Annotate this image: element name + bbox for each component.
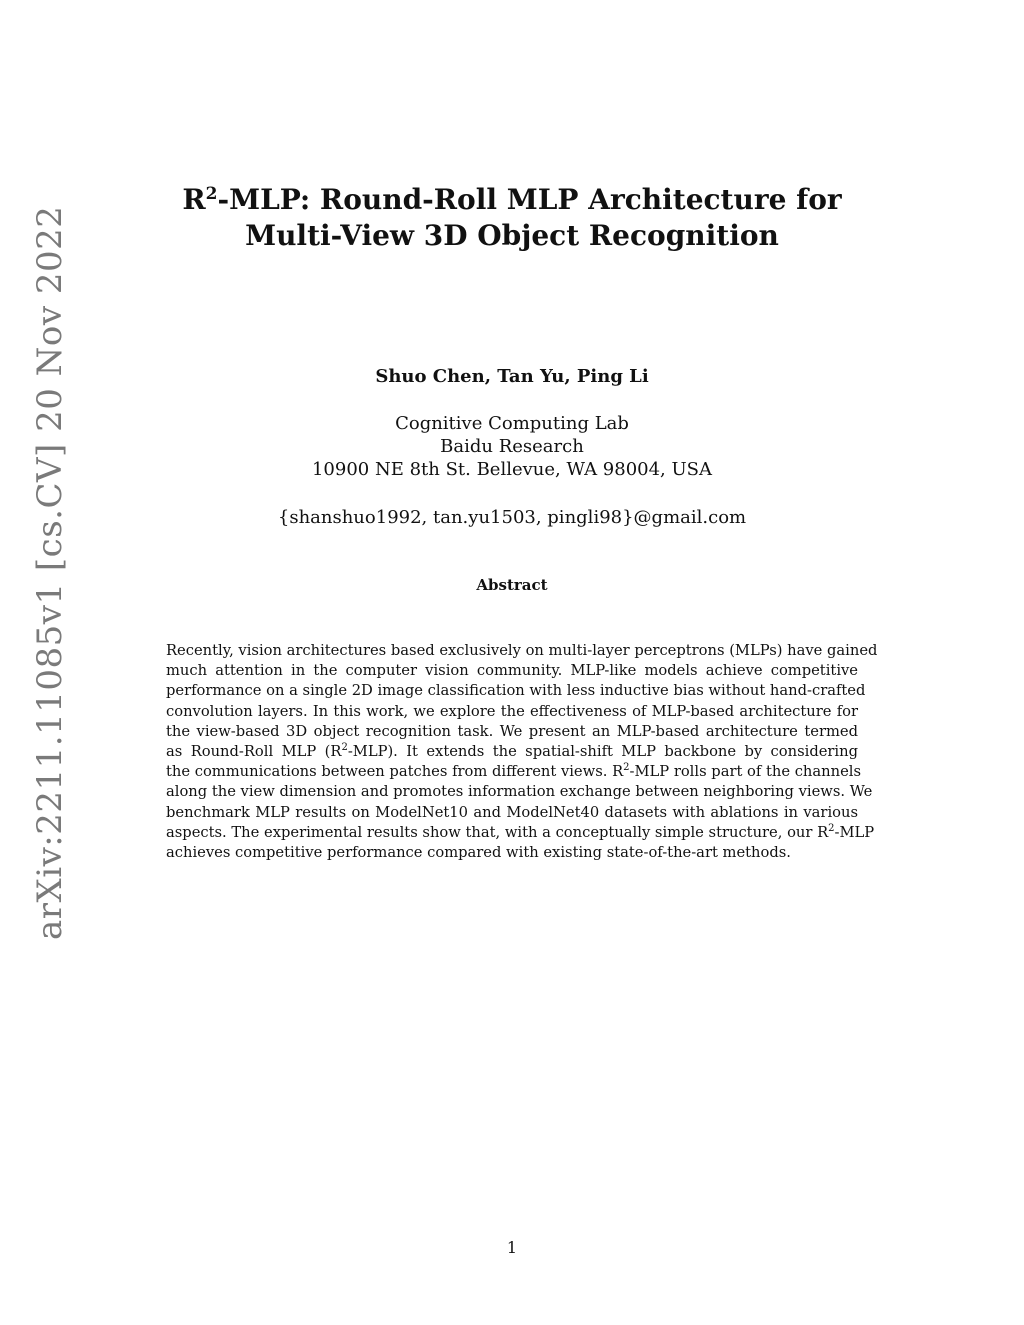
abstract-line: the view-based 3D object recognition task. We present an MLP-based architecture termed <box>166 722 858 740</box>
author-list: Shuo Chen, Tan Yu, Ping Li <box>375 366 649 387</box>
abstract-line <box>166 822 875 843</box>
abstract-line: achieves competitive performance compared with existing state-of-the-art methods. <box>166 844 791 862</box>
paper-title <box>150 182 874 254</box>
title-superscript: 2 <box>205 184 218 204</box>
abstract-heading: Abstract <box>476 576 548 594</box>
affiliation-lab: Cognitive Computing Lab <box>395 413 629 434</box>
abstract-text: -MLP). It extends the spatial-shift MLP backbone by considering <box>347 743 858 761</box>
abstract-text: -MLP rolls part of the channels <box>629 763 861 781</box>
abstract-superscript: 2 <box>828 822 835 834</box>
abstract-text: as Round-Roll MLP (R <box>166 743 342 761</box>
title-line-2: Multi-View 3D Object Recognition <box>245 219 779 252</box>
abstract-text: the communications between patches from different views. R <box>166 763 624 781</box>
author-emails: {shanshuo1992, tan.yu1503, pingli98}@gmail.com <box>277 507 747 528</box>
title-line-1 <box>150 182 874 218</box>
abstract-line: along the view dimension and promotes information exchange between neighboring views. We <box>166 783 873 801</box>
page-number: 1 <box>506 1238 518 1257</box>
title-r: R <box>182 183 206 216</box>
abstract-line: convolution layers. In this work, we explore the effectiveness of MLP-based architecture for <box>166 702 858 720</box>
affiliation-address: 10900 NE 8th St. Bellevue, WA 98004, USA <box>311 459 713 480</box>
abstract-line: benchmark MLP results on ModelNet10 and ModelNet40 datasets with ablations in various <box>166 803 858 821</box>
affiliation <box>0 412 1024 481</box>
abstract-line <box>166 742 858 762</box>
abstract-body <box>166 641 878 863</box>
abstract-line <box>166 762 861 782</box>
abstract-line: Recently, vision architectures based exclusively on multi-layer perceptrons (MLPs) have gained <box>166 642 878 659</box>
arxiv-identifier-stamp: arXiv:2211.11085v1 [cs.CV] 20 Nov 2022 <box>30 205 70 940</box>
abstract-text: -MLP <box>834 823 875 841</box>
abstract-line: performance on a single 2D image classification with less inductive bias without hand-crafted <box>166 682 866 700</box>
title-line-1-rest: -MLP: Round-Roll MLP Architecture for <box>217 183 842 216</box>
affiliation-org: Baidu Research <box>440 436 584 457</box>
abstract-superscript: 2 <box>341 742 348 754</box>
abstract-superscript: 2 <box>623 762 630 774</box>
abstract-line: much attention in the computer vision community. MLP-like models achieve competitive <box>166 662 858 680</box>
abstract-text: aspects. The experimental results show that, with a conceptually simple structure, our R <box>166 823 829 841</box>
